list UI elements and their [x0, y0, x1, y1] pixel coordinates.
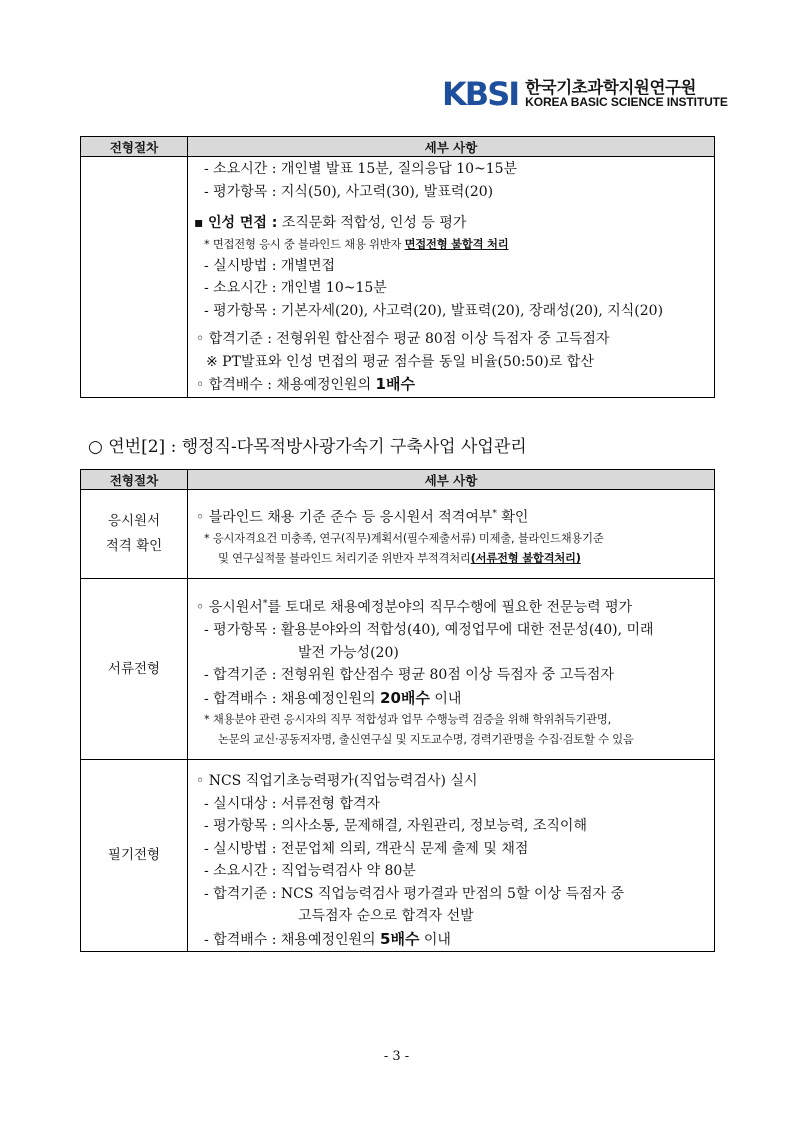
kbsi-logo	[442, 75, 728, 113]
interview-items-line: - 평가항목 : 기본자세(20), 사고력(20), 발표력(20), 장래성(20), 지식(20)	[204, 302, 664, 319]
interview-method-line: - 실시방법 : 개별면접	[204, 257, 335, 274]
header-step: 전형절차	[81, 137, 188, 157]
docs-main-line: ◦ 응시원서*를 토대로 채용예정분야의 직무수행에 필요한 전문능력 평가	[196, 599, 633, 616]
row-application-check	[81, 490, 715, 579]
application-note-line1: * 응시자격요건 미충족, 연구(직무)계획서(필수제출서류) 미제출, 블라인드채용기준	[204, 532, 604, 546]
page-number: - 3 -	[383, 1049, 410, 1064]
logo-mark: KBSI	[442, 75, 519, 113]
pass-multiple-line	[196, 373, 714, 397]
row-written-exam	[81, 760, 715, 952]
interview-desc: 조직문화 적합성, 인성 등 평가	[277, 215, 467, 231]
pt-time-line: - 소요시간 : 개인별 발표 15분, 질의응답 10~15분	[204, 161, 518, 177]
interview-title: 인성 면접 :	[207, 215, 278, 231]
docs-criteria-line: - 합격기준 : 전형위원 합산점수 평균 80점 이상 득점자 중 고득점자	[204, 667, 614, 684]
detail-cell	[188, 157, 715, 398]
logo-text	[525, 79, 728, 109]
docs-items-line1: - 평가항목 : 활용분야와의 적합성(40), 예정업무에 대한 전문성(40), 미래	[204, 622, 654, 639]
detail-written-exam	[188, 760, 715, 952]
written-criteria-line2: 고득점자 순으로 합격자 선발	[298, 908, 474, 924]
step-cell-continued	[81, 157, 188, 398]
application-main-line: ◦ 블라인드 채용 기준 준수 등 응시원서 적격여부* 확인	[196, 509, 529, 526]
row-document-screening	[81, 579, 715, 760]
interview-table	[80, 136, 715, 398]
section-title: ○ 연번[2] : 행정직-다목적방사광가속기 구축사업 사업관리	[88, 437, 527, 457]
pass-multiple-text: ◦ 합격배수 : 채용예정인원의	[196, 377, 376, 393]
written-time-line: - 소요시간 : 직업능력검사 약 80분	[204, 863, 416, 879]
header-detail: 세부 사항	[188, 137, 715, 157]
header-step: 전형절차	[81, 470, 188, 490]
pass-multiple-bold: 1배수	[375, 375, 415, 393]
interview-block	[188, 212, 714, 322]
docs-note-line1: * 채용분야 관련 응시자의 직무 적합성과 업무 수행능력 검증을 위해 학위취득기관명,	[204, 713, 611, 727]
logo-name-korean: 한국기초과학지원연구원	[525, 78, 697, 98]
interview-note-bold: 면접전형 불합격 처리	[404, 237, 509, 251]
step-written-exam: 필기전형	[81, 760, 188, 952]
docs-multiple-line: - 합격배수 : 채용예정인원의 20배수 이내	[204, 688, 462, 707]
detail-application-check	[188, 490, 715, 579]
application-note-line2: 및 연구실적물 블라인드 처리기준 위반자 부적격처리(서류전형 불합격처리)	[218, 552, 581, 566]
detail-document-screening	[188, 579, 715, 760]
written-items-line: - 평가항목 : 의사소통, 문제해결, 자원관리, 정보능력, 조직이해	[204, 818, 587, 834]
pass-criteria-line: ◦ 합격기준 : 전형위원 합산점수 평균 80점 이상 득점자 중 고득점자	[196, 331, 610, 347]
written-main-line: ◦ NCS 직업기초능력평가(직업능력검사) 실시	[196, 773, 478, 789]
logo-name-english: KOREA BASIC SCIENCE INSTITUTE	[525, 95, 728, 110]
docs-note-line2: 논문의 교신·공동저자명, 출신연구실 및 지도교수명, 경력기관명을 수집·검토할 수 있음	[218, 733, 634, 747]
interview-heading	[194, 212, 714, 235]
written-multiple-line: - 합격배수 : 채용예정인원의 5배수 이내	[204, 929, 451, 948]
step-application-check: 응시원서 적격 확인	[81, 490, 188, 579]
pt-items-line: - 평가항목 : 지식(50), 사고력(30), 발표력(20)	[204, 183, 494, 200]
step-document-screening: 서류전형	[81, 579, 188, 760]
written-method-line: - 실시방법 : 전문업체 의뢰, 객관식 문제 출제 및 채점	[204, 840, 529, 857]
header-detail: 세부 사항	[188, 470, 715, 490]
interview-time-line: - 소요시간 : 개인별 10~15분	[204, 280, 387, 296]
score-combine-note: ※ PT발표와 인성 면접의 평균 점수를 동일 비율(50:50)로 합산	[206, 353, 594, 370]
written-criteria-line1: - 합격기준 : NCS 직업능력검사 평가결과 만점의 5할 이상 득점자 중	[204, 885, 624, 902]
interview-note	[194, 235, 714, 255]
interview-note-text: * 면접전형 응시 중 블라인드 채용 위반자	[204, 237, 405, 251]
docs-items-line2: 발전 가능성(20)	[298, 644, 399, 661]
admin-selection-table	[80, 469, 715, 952]
interview-bullet-icon: ▪	[194, 215, 204, 231]
written-target-line: - 실시대상 : 서류전형 합격자	[204, 795, 381, 812]
